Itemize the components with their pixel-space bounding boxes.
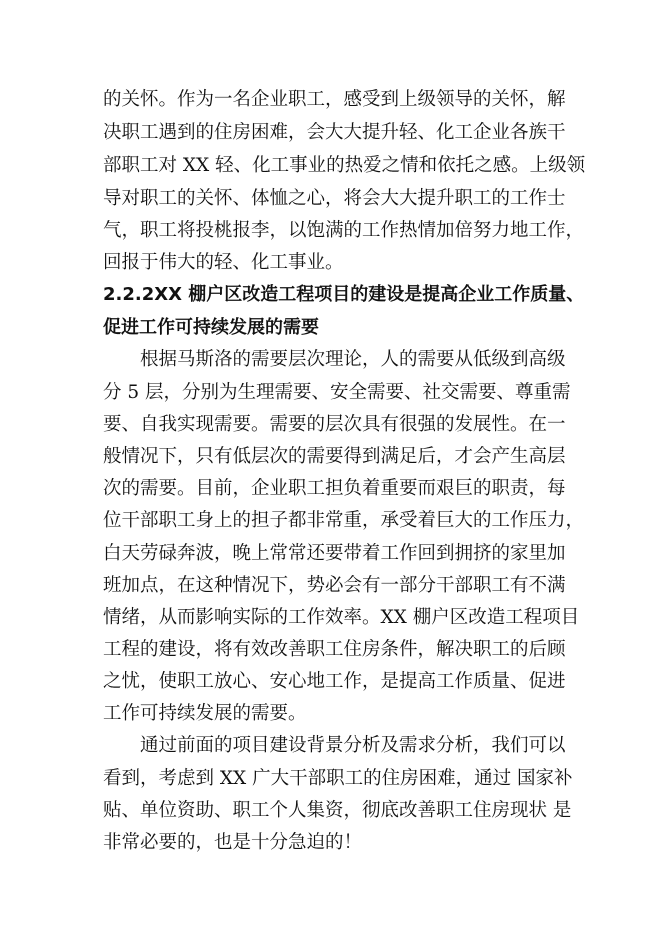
text-line: 回报于伟大的轻、化工事业。 bbox=[103, 252, 344, 273]
text-line: 般情况下，只有低层次的需要得到满足后，才会产生高层 bbox=[103, 446, 566, 467]
text-line: 工程的建设，将有效改善职工住房条件，解决职工的后顾 bbox=[103, 639, 566, 660]
text-line: 位干部职工身上的担子都非常重，承受着巨大的工作压力， bbox=[103, 510, 585, 531]
text-line: 导对职工的关怀、体恤之心，将会大大提升职工的工作士 bbox=[103, 188, 566, 209]
text-line: 决职工遇到的住房困难，会大大提升轻、化工企业各族干 bbox=[103, 122, 566, 143]
text-line: 分 5 层，分别为生理需要、安全需要、社交需要、尊重需 bbox=[103, 382, 571, 403]
text-line: 情绪，从而影响实际的工作效率。XX 棚户区改造工程项目 bbox=[103, 607, 580, 628]
text-line: 部职工对 XX 轻、化工事业的热爱之情和依托之感。上级领 bbox=[103, 155, 586, 176]
text-line: 气，职工将投桃报李，以饱满的工作热情加倍努力地工作， bbox=[103, 220, 585, 241]
text-line: 的关怀。作为一名企业职工，感受到上级领导的关怀，解 bbox=[103, 89, 566, 110]
text-line: 要、自我实现需要。需要的层次具有很强的发展性。在一 bbox=[103, 414, 566, 435]
text-line: 通过前面的项目建设背景分析及需求分析，我们可以 bbox=[103, 735, 566, 756]
text-line: 次的需要。目前，企业职工担负着重要而艰巨的职责，每 bbox=[103, 478, 566, 499]
text-line: 非常必要的，也是十分急迫的！ bbox=[103, 832, 363, 853]
text-line: 看到，考虑到 XX 广大干部职工的住房困难，通过 国家补 bbox=[103, 768, 573, 789]
text-line: 工作可持续发展的需要。 bbox=[103, 703, 307, 724]
section-heading: 2.2.2XX 棚户区改造工程项目的建设是提高企业工作质量、 bbox=[103, 284, 585, 305]
text-line: 白天劳碌奔波，晚上常常还要带着工作回到拥挤的家里加 bbox=[103, 543, 566, 564]
text-line: 根据马斯洛的需要层次理论，人的需要从低级到高级 bbox=[103, 349, 566, 370]
section-heading: 促进工作可持续发展的需要 bbox=[103, 317, 319, 338]
text-line: 之忧，使职工放心、安心地工作，是提高工作质量、促进 bbox=[103, 671, 566, 692]
text-line: 班加点，在这种情况下，势必会有一部分干部职工有不满 bbox=[103, 575, 566, 596]
text-line: 贴、单位资助、职工个人集资，彻底改善职工住房现状 是 bbox=[103, 800, 572, 821]
